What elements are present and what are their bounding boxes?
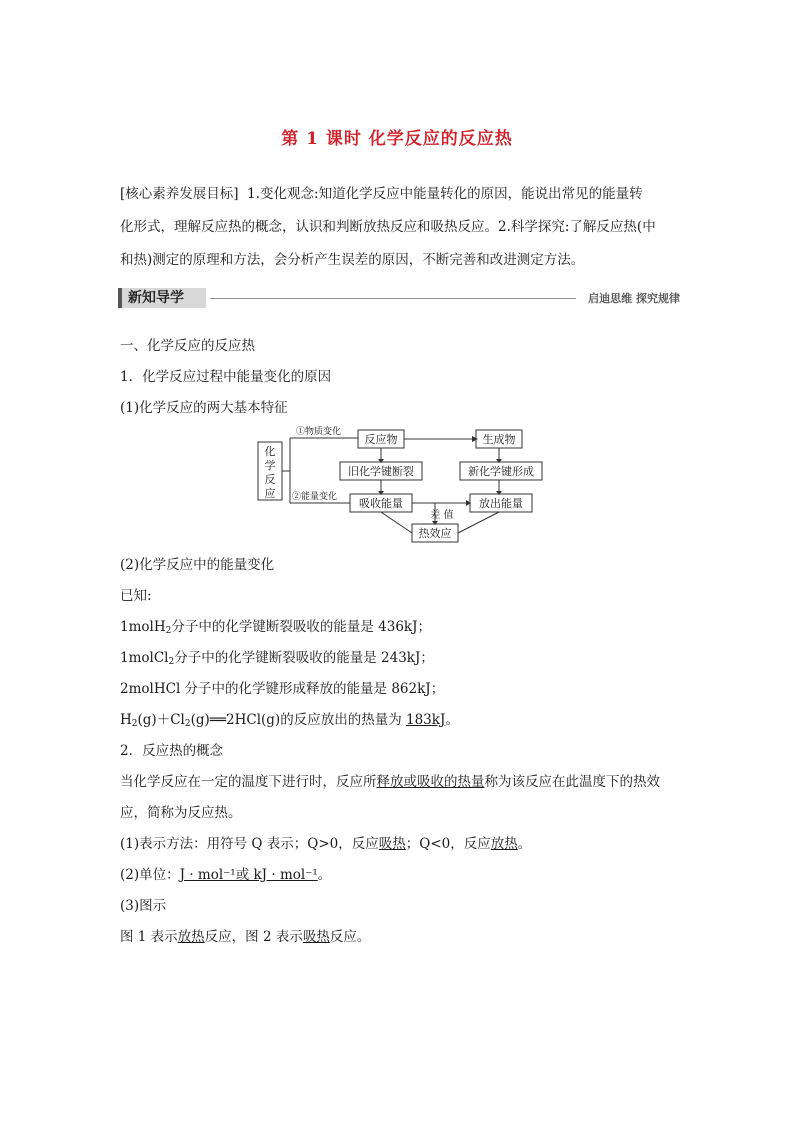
known-line-1: 1molH$_2$分子中的化学键断裂吸收的能量是 436kJ； [120, 619, 431, 636]
answer-release: 放热 [490, 836, 518, 852]
known-line-2: 1molCl$_2$分子中的化学键断裂吸收的能量是 243kJ； [120, 650, 434, 667]
branch-energy-label: ②能量变化 [292, 492, 338, 502]
answer-heat-released-absorbed: 释放或吸收的热量 [376, 774, 485, 790]
answer-fig1: 放热 [177, 929, 205, 945]
item-1-1-heading: (1)化学反应的两大基本特征 [120, 400, 288, 416]
reaction-char-1: 化 [264, 445, 276, 458]
old-bond-label: 旧化学键断裂 [348, 465, 414, 478]
goals-line-2: 化形式，理解反应热的概念，认识和判断放热反应和吸热反应。2.科学探究:了解反应热(中 [120, 219, 656, 235]
energy-flow-diagram [250, 424, 550, 548]
concept-heading: 2．反应热的概念 [120, 743, 224, 759]
product-label: 生成物 [482, 433, 516, 446]
concept-line-1: 当化学反应在一定的温度下进行时，反应所释放或吸收的热量称为该反应在此温度下的热效 [120, 774, 660, 790]
figure-heading: (3)图示 [120, 898, 167, 914]
new-bond-label: 新化学键形成 [468, 465, 534, 478]
goals-line-3: 和热)测定的原理和方法，会分析产生误差的原因，不断完善和改进测定方法。 [120, 252, 585, 268]
heat-effect-label: 热效应 [418, 527, 452, 540]
reaction-equation-line: $H_2(g)+Cl_2(g)══2HCl(g)$的反应放出的热量为 183kJ。 [120, 712, 459, 729]
reactant-label: 反应物 [364, 433, 398, 446]
reaction-char-2: 学 [264, 459, 276, 472]
answer-absorb: 吸热 [378, 836, 406, 852]
concept-line-2: 应，简称为反应热。 [120, 805, 242, 821]
banner-title: 新知导学 [118, 288, 206, 308]
difference-label: 差 值 [430, 510, 454, 521]
unit-line: (2)单位：J · mol⁻¹或 kJ · mol⁻¹。 [120, 867, 332, 883]
method-line: (1)表示方法：用符号 Q 表示；Q>0，反应吸热；Q<0，反应放热。 [120, 836, 532, 852]
banner-subtitle: 启迪思维 探究规律 [588, 292, 680, 305]
answer-heat: 183kJ [406, 712, 446, 728]
page-title: 第 1 课时 化学反应的反应热 [281, 129, 513, 149]
known-line-3: 2molHCl 分子中的化学键形成释放的能量是 862kJ； [120, 681, 445, 697]
absorb-label: 吸收能量 [359, 497, 403, 510]
branch-material-label: ①物质变化 [296, 427, 342, 437]
answer-fig2: 吸热 [302, 929, 330, 945]
section-heading: 一、化学反应的反应热 [120, 338, 255, 354]
reaction-char-4: 应 [264, 487, 276, 500]
release-label: 放出能量 [479, 497, 523, 510]
item-1-heading: 1．化学反应过程中能量变化的原因 [120, 369, 332, 385]
section-banner [118, 288, 680, 308]
core-goals [120, 178, 680, 277]
goals-line-1 [120, 178, 680, 211]
goals-label: [核心素养发展目标] [120, 186, 239, 202]
energy-change-heading: (2)化学反应中的能量变化 [120, 557, 275, 573]
known-label: 已知: [120, 588, 152, 604]
banner-divider [210, 298, 576, 299]
goals-text-1: 1.变化观念:知道化学反应中能量转化的原因，能说出常见的能量转 [247, 186, 643, 202]
figure-description: 图 1 表示放热反应，图 2 表示吸热反应。 [120, 929, 371, 945]
reaction-char-3: 反 [264, 473, 276, 486]
answer-unit: J · mol⁻¹或 kJ · mol⁻¹ [179, 867, 318, 883]
